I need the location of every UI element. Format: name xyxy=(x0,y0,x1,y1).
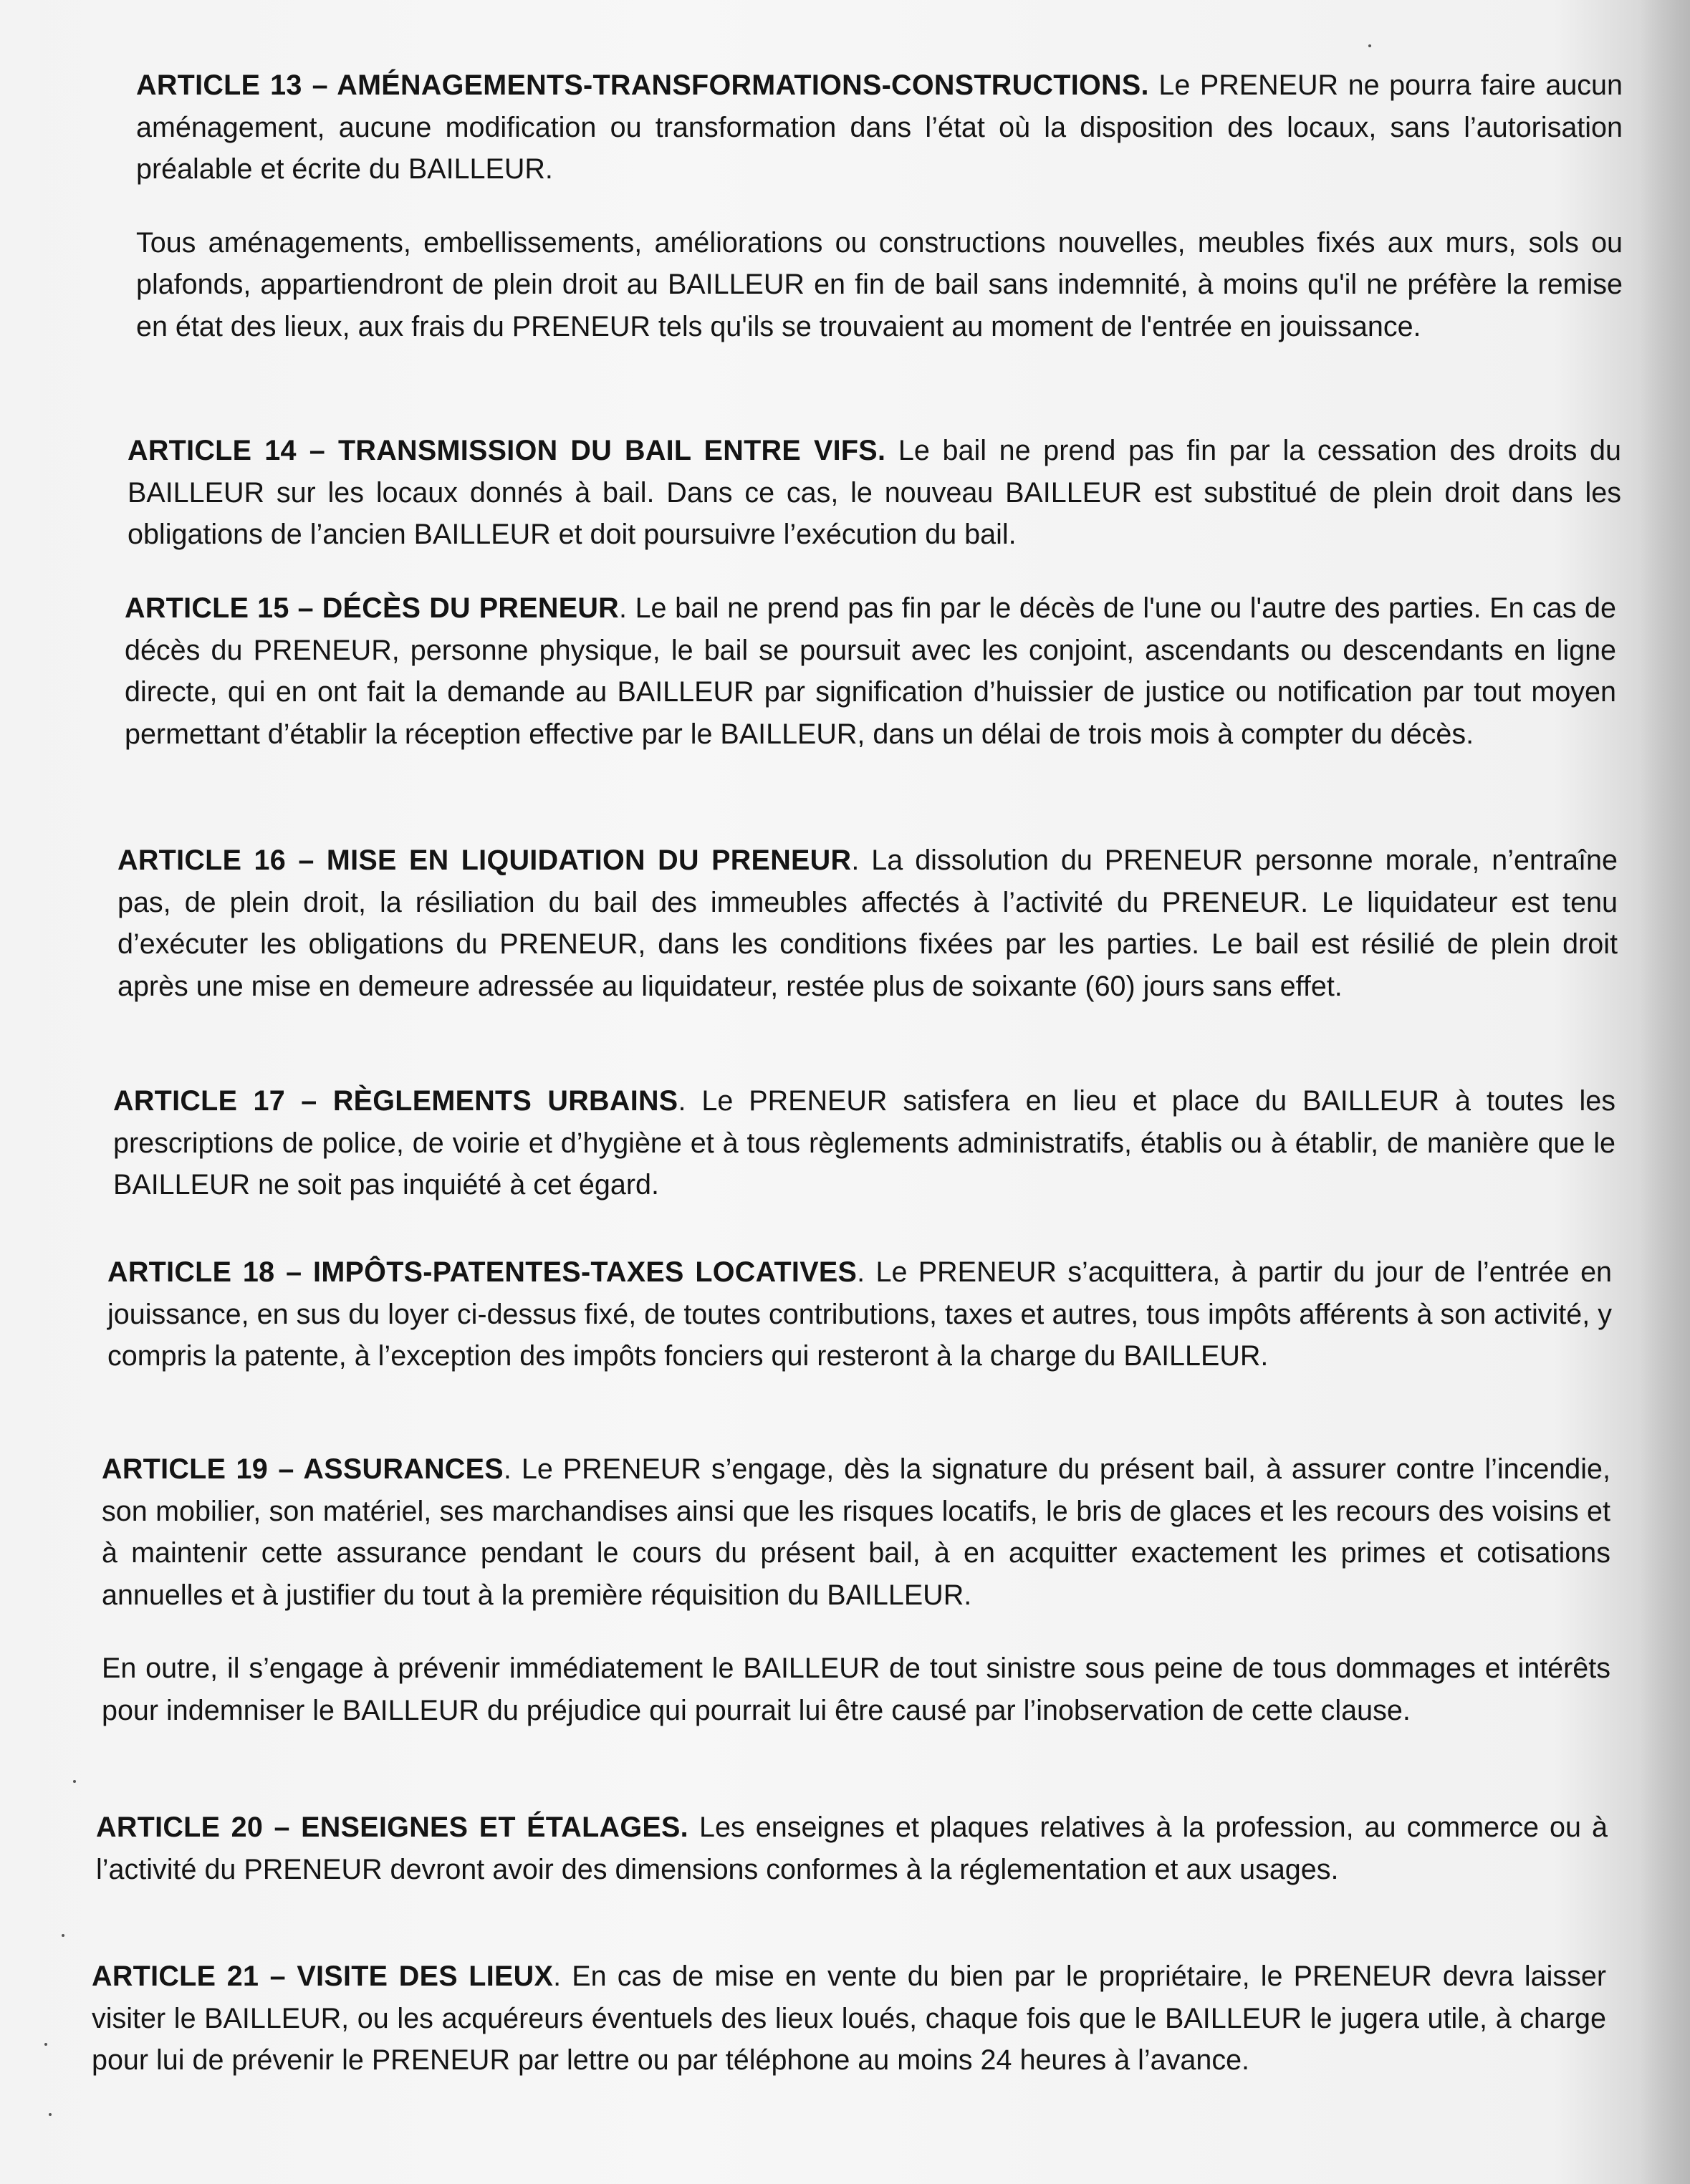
article-13 xyxy=(136,64,1623,347)
article-18-body: . Le PRENEUR s’acquittera, à partir du jour de l’entrée en jouissance, en sus du loyer ci-dessus fixé, de toutes contributions, taxes et autres, tous impôts afférents à son activité, y compris la patente, à l’exception des impôts fonciers qui resteront à la charge du BAILLEUR. xyxy=(107,1256,1613,1372)
article-17-heading: ARTICLE 17 – RÈGLEMENTS URBAINS xyxy=(113,1085,678,1117)
article-17 xyxy=(113,1080,1615,1206)
article-17-body: . Le PRENEUR satisfera en lieu et place du BAILLEUR à toutes les prescriptions de police, de voirie et d’hygiène et à tous règlements administratifs, établis ou à établir, de manière que le BAILLEUR ne soit pas inquiété à cet égard. xyxy=(113,1085,1615,1201)
article-16-body: . La dissolution du PRENEUR personne morale, n’entraîne pas, de plein droit, la résiliation du bail des immeubles affectés à l’activité du PRENEUR. Le liquidateur est tenu d’exécuter les obligations du PRENEUR, dans les conditions fixées par les parties. Le bail est résilié de plein droit après une mise en demeure adressée au liquidateur, restée plus de soixante (60) jours sans effet. xyxy=(117,845,1618,1002)
article-21-body: . En cas de mise en vente du bien par le propriétaire, le PRENEUR devra laisser visiter le BAILLEUR, ou les acquéreurs éventuels des lieux loués, chaque fois que le BAILLEUR le jugera utile, à charge pour lui de prévenir le PRENEUR par lettre ou par téléphone au moins 24 heures à l’avance. xyxy=(92,1961,1606,2076)
article-20-paragraph xyxy=(96,1807,1608,1890)
article-14-body: Le bail ne prend pas fin par la cessation des droits du BAILLEUR sur les locaux donnés à bail. Dans ce cas, le nouveau BAILLEUR est substitué de plein droit dans les obligations de l’ancien BAILLEUR et doit poursuivre l’exécution du bail. xyxy=(128,435,1621,550)
article-15-body: . Le bail ne prend pas fin par le décès de l'une ou l'autre des parties. En cas de décès du PRENEUR, personne physique, le bail se poursuit avec les conjoint, ascendants ou descendants en ligne directe, qui en ont fait la demande au BAILLEUR par signification d’huissier de justice ou notification par tout moyen permettant d’établir la réception effective par le BAILLEUR, dans un délai de trois mois à compter du décès. xyxy=(125,592,1616,750)
article-19 xyxy=(102,1448,1610,1731)
article-21-paragraph xyxy=(92,1956,1606,2082)
article-18-heading: ARTICLE 18 – IMPÔTS-PATENTES-TAXES LOCATIVES xyxy=(107,1256,858,1288)
scan-speck xyxy=(49,2113,52,2116)
article-21-heading: ARTICLE 21 – VISITE DES LIEUX xyxy=(92,1961,554,1992)
scan-speck xyxy=(1368,44,1371,47)
article-16-paragraph xyxy=(117,840,1618,1007)
article-14 xyxy=(128,430,1621,556)
article-15 xyxy=(125,587,1616,755)
article-14-paragraph xyxy=(128,430,1621,556)
article-17-paragraph xyxy=(113,1080,1615,1206)
article-18-paragraph xyxy=(107,1251,1612,1377)
article-16-heading: ARTICLE 16 – MISE EN LIQUIDATION DU PRENEUR xyxy=(117,845,852,876)
article-20-heading: ARTICLE 20 – ENSEIGNES ET ÉTALAGES. xyxy=(96,1812,688,1843)
article-13-paragraph-2: Tous aménagements, embellissements, améliorations ou constructions nouvelles, meubles fixés aux murs, sols ou plafonds, appartiendront de plein droit au BAILLEUR en fin de bail sans indemnité, à moins qu'il ne préfère la remise en état des lieux, aux frais du PRENEUR tels qu'ils se trouvaient au moment de l'entrée en jouissance. xyxy=(136,226,1623,342)
article-19-paragraph xyxy=(102,1448,1610,1616)
article-16 xyxy=(117,840,1618,1007)
article-13-heading: ARTICLE 13 – AMÉNAGEMENTS-TRANSFORMATIONS-CONSTRUCTIONS. xyxy=(136,69,1149,101)
article-21 xyxy=(92,1956,1606,2082)
article-20 xyxy=(96,1807,1608,1890)
article-15-heading: ARTICLE 15 – DÉCÈS DU PRENEUR xyxy=(125,592,619,624)
scan-speck xyxy=(62,1934,64,1937)
article-13-body: Le PRENEUR ne pourra faire aucun aménagement, aucune modification ou transformation dans l’état où la disposition des locaux, sans l’autorisation préalable et écrite du BAILLEUR. xyxy=(136,69,1623,185)
article-19-body: . Le PRENEUR s’engage, dès la signature du présent bail, à assurer contre l’incendie, son mobilier, son matériel, ses marchandises ainsi que les risques locatifs, le bris de glaces et les recours des voisins et à maintenir cette assurance pendant le cours du présent bail, à en acquitter exactement les primes et cotisations annuelles et à justifier du tout à la première réquisition du BAILLEUR. xyxy=(102,1453,1610,1611)
article-19-heading: ARTICLE 19 – ASSURANCES xyxy=(102,1453,504,1485)
scan-speck xyxy=(73,1780,76,1783)
article-18 xyxy=(107,1251,1612,1377)
article-13-paragraph xyxy=(136,64,1623,191)
article-15-paragraph xyxy=(125,587,1616,755)
article-20-body: Les enseignes et plaques relatives à la profession, au commerce ou à l’activité du PRENEUR devront avoir des dimensions conformes à la réglementation et aux usages. xyxy=(96,1812,1608,1885)
article-19-paragraph-2: En outre, il s’engage à prévenir immédiatement le BAILLEUR de tout sinistre sous peine de tous dommages et intérêts pour indemniser le BAILLEUR du préjudice qui pourrait lui être causé par l’inobservation de cette clause. xyxy=(102,1653,1610,1726)
page-edge-shadow xyxy=(1640,0,1690,2184)
article-14-heading: ARTICLE 14 – TRANSMISSION DU BAIL ENTRE VIFS. xyxy=(128,435,886,466)
scan-speck xyxy=(44,2043,47,2046)
